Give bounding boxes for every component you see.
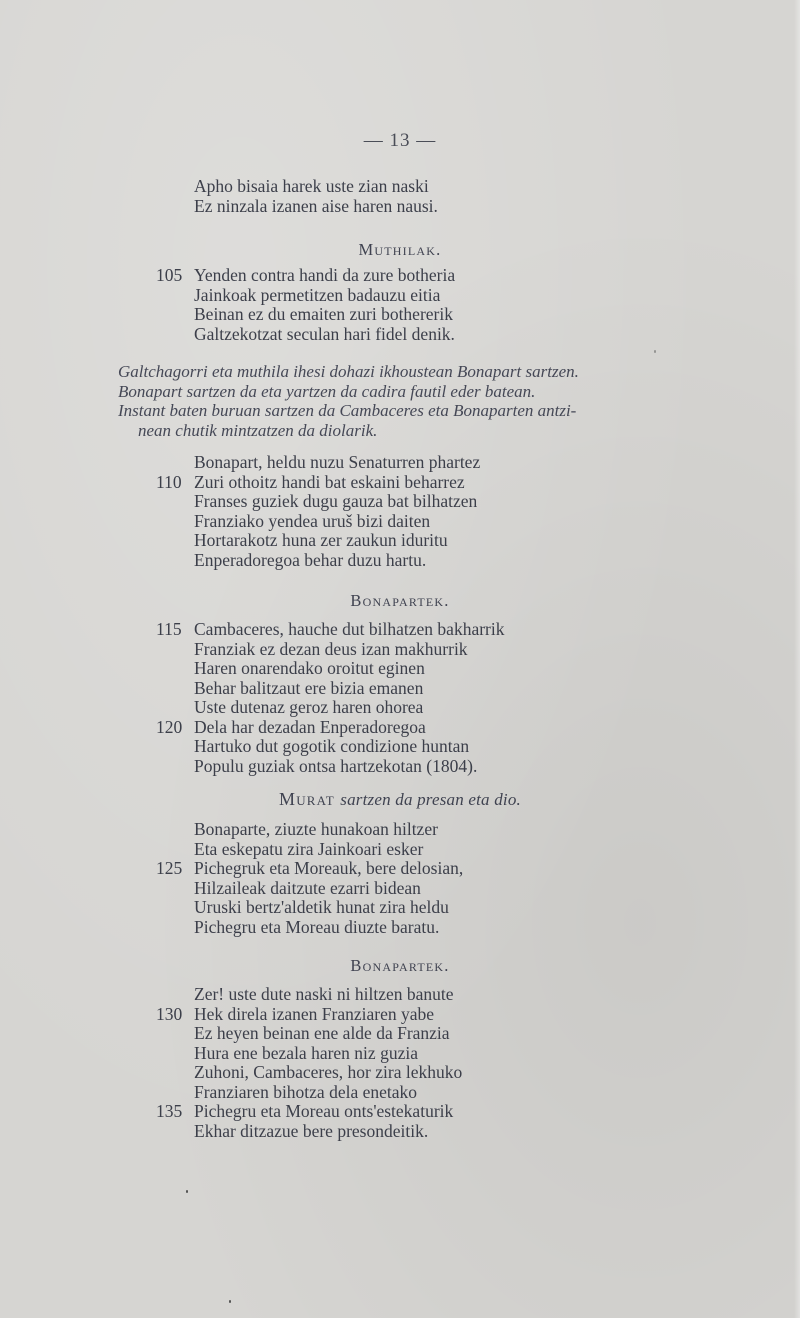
verse-text: Yenden contra handi da zure botheria xyxy=(194,265,456,285)
verse-text: Franziako yendea uruš bizi daiten xyxy=(194,510,431,531)
stage-direction-line: Instant baten buruan sartzen da Cambaceres eta Bonaparten antzi- xyxy=(118,401,577,420)
verse-text: Ez heyen beinan ene alde da Franzia xyxy=(194,1023,450,1043)
verse-text: Uruski bertz'aldetik hunat zira heldu xyxy=(194,897,449,917)
verse-text: Cambaceres, hauche dut bilhatzen bakharrik xyxy=(194,619,505,639)
verse-line xyxy=(0,1005,800,1025)
verse-line xyxy=(0,718,800,738)
verse-line xyxy=(0,531,800,551)
stanza-6 xyxy=(0,985,800,1141)
verse-text: Hilzaileak daitzute ezarri bidean xyxy=(194,877,421,898)
stage-direction-line: nean chutik mintzatzen da diolarik. xyxy=(138,420,378,440)
line-number: 110 xyxy=(156,471,182,492)
verse-line xyxy=(0,1122,800,1142)
line-number: 130 xyxy=(156,1003,183,1024)
verse-line xyxy=(0,985,800,1005)
line-number: 105 xyxy=(156,265,183,285)
stanza-3 xyxy=(0,453,800,570)
verse-text: Pichegruk eta Moreauk, bere delosian, xyxy=(194,858,464,878)
verse-line xyxy=(0,859,800,879)
speaker-heading xyxy=(0,789,800,810)
verse-text: Uste dutenaz geroz haren ohorea xyxy=(194,697,424,717)
verse-line xyxy=(0,1102,800,1122)
verse-line xyxy=(0,177,800,197)
verse-text: Ez ninzala izanen aise haren nausi. xyxy=(194,195,438,216)
verse-text: Hortarakotz huna zer zaukun iduritu xyxy=(194,530,448,550)
verse-text: Hek direla izanen Franziaren yabe xyxy=(194,1003,435,1024)
verse-text: Franses guziek dugu gauza bat bilhatzen xyxy=(194,491,478,511)
verse-line xyxy=(0,305,800,325)
page-number: — 13 — xyxy=(363,130,437,151)
paper-speck xyxy=(229,1300,231,1303)
verse-text: Hartuko dut gogotik condizione huntan xyxy=(194,736,470,756)
verse-line xyxy=(0,898,800,918)
paper-speck xyxy=(654,350,656,353)
line-number: 125 xyxy=(156,858,183,878)
verse-text: Behar balitzaut ere bizia emanen xyxy=(194,677,424,698)
verse-text: Haren onarendako oroitut eginen xyxy=(194,658,425,678)
verse-line xyxy=(0,512,800,532)
verse-line xyxy=(0,1024,800,1044)
verse-line xyxy=(0,757,800,777)
verse-text: Jainkoak permetitzen badauzu eitia xyxy=(194,284,441,305)
paper-speck xyxy=(186,1190,188,1193)
verse-text: Beinan ez du emaiten zuri bothererik xyxy=(194,304,453,324)
verse-line xyxy=(0,453,800,473)
stanza-1 xyxy=(0,177,800,216)
verse-line xyxy=(0,473,800,493)
verse-text: Dela har dezadan Enperadoregoa xyxy=(194,716,426,737)
verse-line xyxy=(0,737,800,757)
verse-text: Ekhar ditzazue bere presondeitik. xyxy=(194,1120,429,1141)
line-number: 120 xyxy=(156,716,183,737)
verse-text: Franziak ez dezan deus izan makhurrik xyxy=(194,638,468,659)
verse-line xyxy=(0,640,800,660)
verse-line xyxy=(0,1044,800,1064)
verse-line xyxy=(0,1063,800,1083)
verse-text: Zuri othoitz handi bat eskaini beharrez xyxy=(194,471,465,492)
line-number: 135 xyxy=(156,1101,183,1121)
verse-line xyxy=(0,197,800,217)
verse-text: Apho bisaia harek uste zian naski xyxy=(194,176,429,196)
verse-line xyxy=(0,820,800,840)
stage-direction-line: Bonapart sartzen da eta yartzen da cadira fautil eder batean. xyxy=(118,381,536,401)
verse-line xyxy=(0,551,800,571)
verse-text: Bonapart, heldu nuzu Senaturren phartez xyxy=(194,452,481,472)
verse-text: Eta eskepatu zira Jainkoari esker xyxy=(194,838,424,859)
line-number: 115 xyxy=(156,619,182,639)
verse-line xyxy=(0,879,800,899)
verse-text: Franziaren bihotza dela enetako xyxy=(194,1081,418,1102)
stanza-4 xyxy=(0,620,800,776)
verse-text: Zer! uste dute naski ni hiltzen banute xyxy=(194,984,454,1004)
verse-line xyxy=(0,325,800,345)
verse-text: Populu guziak ontsa hartzekotan (1804). xyxy=(194,755,478,776)
verse-line xyxy=(0,698,800,718)
verse-text: Bonaparte, ziuzte hunakoan hiltzer xyxy=(194,819,438,839)
verse-text: Pichegru eta Moreau diuzte baratu. xyxy=(194,916,440,937)
verse-text: Hura ene bezala haren niz guzia xyxy=(194,1042,418,1063)
speaker-heading: Bonapartek. xyxy=(350,591,450,610)
stage-direction-line: Galtchagorri eta muthila ihesi dohazi ikhoustean Bonapart sartzen. xyxy=(118,362,579,381)
verse-line xyxy=(0,659,800,679)
verse-line xyxy=(0,266,800,286)
verse-line xyxy=(0,918,800,938)
speaker-heading: Bonapartek. xyxy=(350,956,450,975)
verse-text: Enperadoregoa behar duzu hartu. xyxy=(194,549,427,570)
stanza-5 xyxy=(0,820,800,937)
verse-line xyxy=(0,679,800,699)
speaker-heading: Muthilak. xyxy=(358,240,442,259)
verse-line xyxy=(0,492,800,512)
verse-text: Zuhoni, Cambaceres, hor zira lekhuko xyxy=(194,1062,463,1082)
stanza-2 xyxy=(0,266,800,344)
verse-line xyxy=(0,620,800,640)
speaker-name: Murat xyxy=(279,789,335,809)
verse-text: Galtzekotzat seculan hari fidel denik. xyxy=(194,323,455,344)
stage-direction-inline: sartzen da presan eta dio. xyxy=(340,790,521,809)
verse-line xyxy=(0,840,800,860)
verse-text: Pichegru eta Moreau onts'estekaturik xyxy=(194,1101,454,1121)
verse-line xyxy=(0,1083,800,1103)
verse-line xyxy=(0,286,800,306)
stage-direction xyxy=(118,362,658,440)
